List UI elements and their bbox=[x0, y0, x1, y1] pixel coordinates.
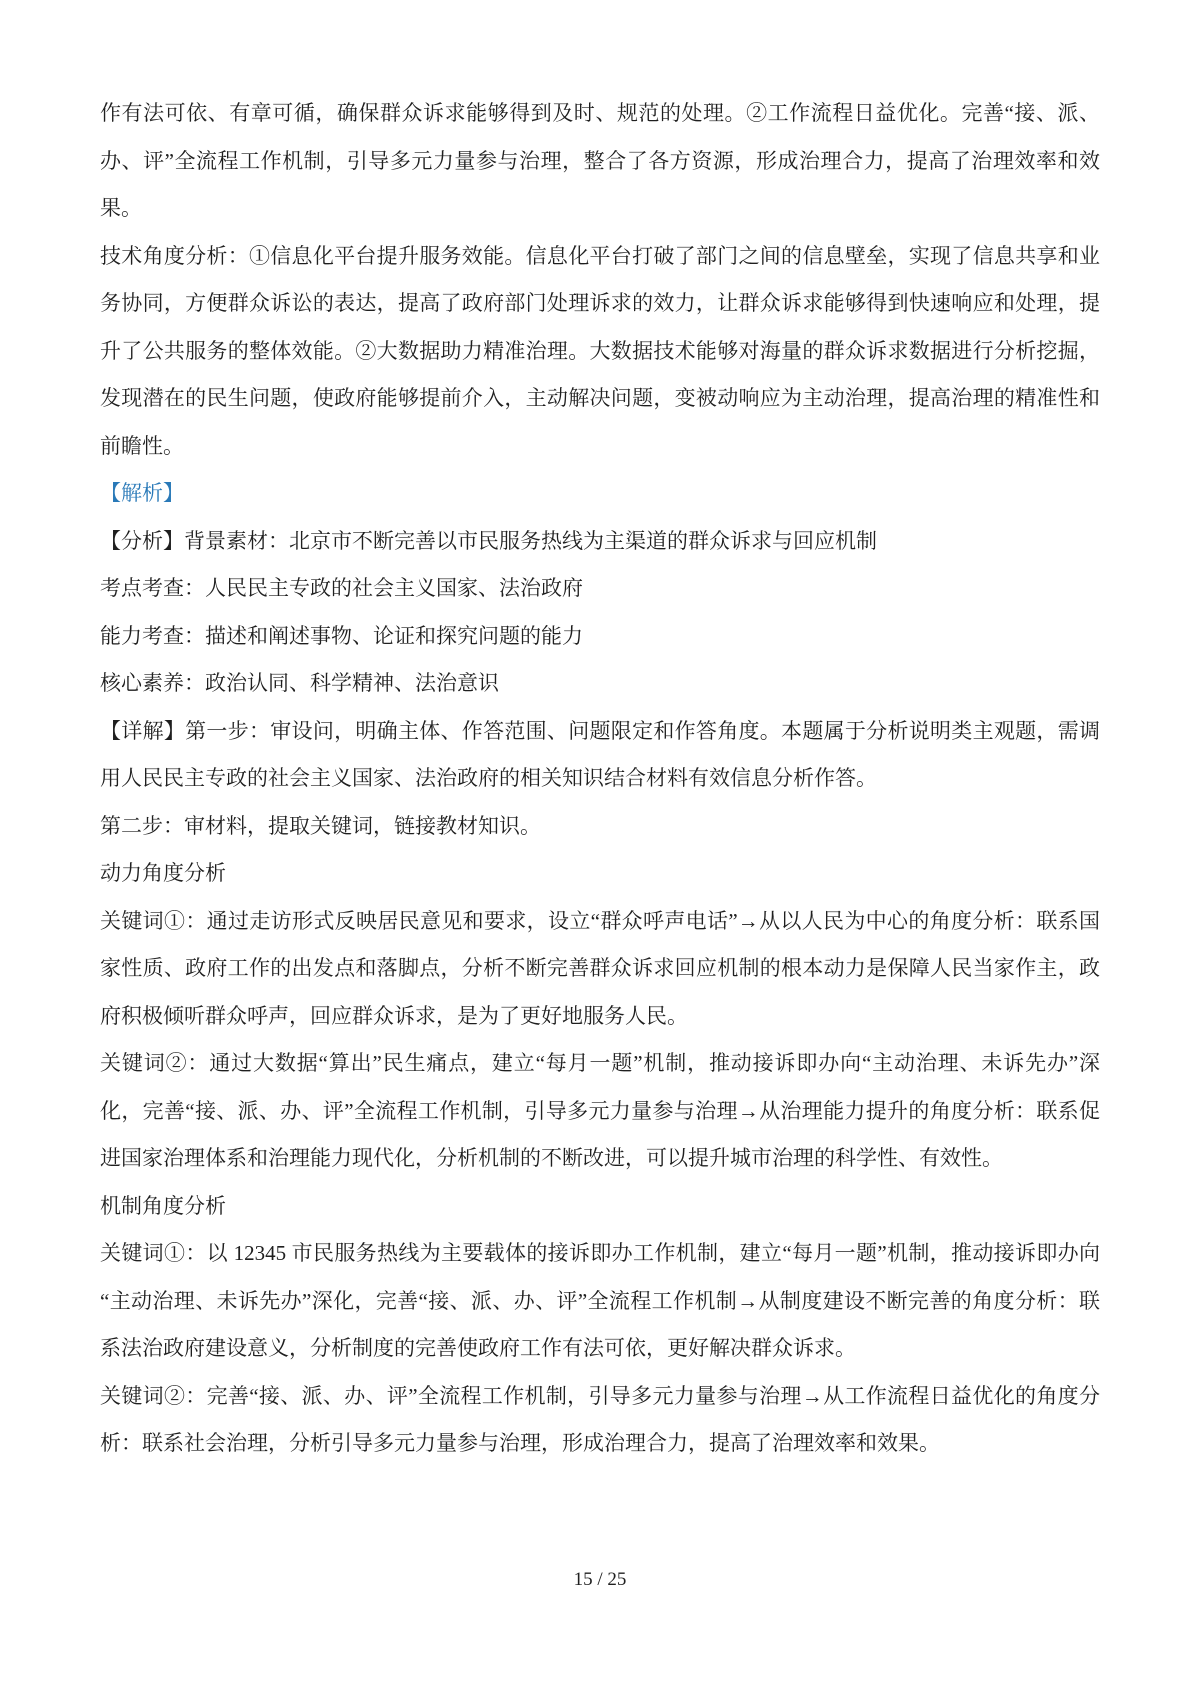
detailed-explanation-step1-paragraph: 【详解】第一步：审设问，明确主体、作答范围、问题限定和作答角度。本题属于分析说明类主观题，需调用人民民主专政的社会主义国家、法治政府的相关知识结合材料有效信息分析作答。 bbox=[100, 718, 1100, 790]
technical-angle-paragraph: 技术角度分析：①信息化平台提升服务效能。信息化平台打破了部门之间的信息壁垒，实现了信息共享和业务协同，方便群众诉讼的表达，提高了政府部门处理诉求的效力，让群众诉求能够得到快速响应和处理，提升了公共服务的整体效能。②大数据助力精准治理。大数据技术能够对海量的群众诉求数据进行分析挖掘，发现潜在的民生问题，使政府能够提前介入，主动解决问题，变被动响应为主动治理，提高治理的精准性和前瞻性。 bbox=[100, 243, 1100, 458]
analysis-section-heading: 【解析】 bbox=[100, 481, 184, 505]
answer-continuation-paragraph: 作有法可依、有章可循，确保群众诉求能够得到及时、规范的处理。②工作流程日益优化。完善“接、派、办、评”全流程工作机制，引导多元力量参与治理，整合了各方资源，形成治理合力，提高了治理效率和效果。 bbox=[100, 101, 1100, 220]
motivation-keyword-2-paragraph: 关键词②：通过大数据“算出”民生痛点，建立“每月一题”机制，推动接诉即办向“主动治理、未诉先办”深化，完善“接、派、办、评”全流程工作机制，引导多元力量参与治理→从治理能力提升的角度分析：联系促进国家治理体系和治理能力现代化，分析机制的不断改进，可以提升城市治理的科学性、有效性。 bbox=[100, 1051, 1100, 1170]
step2-line: 第二步：审材料，提取关键词，链接教材知识。 bbox=[100, 813, 541, 838]
motivation-angle-heading: 动力角度分析 bbox=[100, 861, 226, 885]
document-body bbox=[100, 90, 1100, 1468]
motivation-keyword-1-paragraph: 关键词①：通过走访形式反映居民意见和要求，设立“群众呼声电话”→从以人民为中心的角度分析：联系国家性质、政府工作的出发点和落脚点，分析不断完善群众诉求回应机制的根本动力是保障人民当家作主，政府积极倾听群众呼声，回应群众诉求，是为了更好地服务人民。 bbox=[100, 908, 1100, 1028]
analysis-background-line: 【分析】背景素材：北京市不断完善以市民服务热线为主渠道的群众诉求与回应机制 bbox=[100, 528, 877, 553]
mechanism-angle-heading: 机制角度分析 bbox=[100, 1193, 226, 1218]
exam-points-line: 考点考查：人民民主专政的社会主义国家、法治政府 bbox=[100, 576, 583, 600]
mechanism-keyword-2-paragraph: 关键词②：完善“接、派、办、评”全流程工作机制，引导多元力量参与治理→从工作流程日益优化的角度分析：联系社会治理，分析引导多元力量参与治理，形成治理合力，提高了治理效率和效果。 bbox=[100, 1383, 1100, 1455]
mechanism-keyword-1-paragraph: 关键词①：以 12345 市民服务热线为主要载体的接诉即办工作机制，建立“每月一题”机制，推动接诉即办向“主动治理、未诉先办”深化，完善“接、派、办、评”全流程工作机制→从制度建设不断完善的角度分析：联系法治政府建设意义，分析制度的完善使政府工作有法可依，更好解决群众诉求。 bbox=[100, 1241, 1100, 1360]
ability-assessment-line: 能力考查：描述和阐述事物、论证和探究问题的能力 bbox=[100, 623, 583, 648]
core-literacy-line: 核心素养：政治认同、科学精神、法治意识 bbox=[100, 671, 499, 695]
page-number-indicator: 15 / 25 bbox=[573, 1569, 627, 1590]
